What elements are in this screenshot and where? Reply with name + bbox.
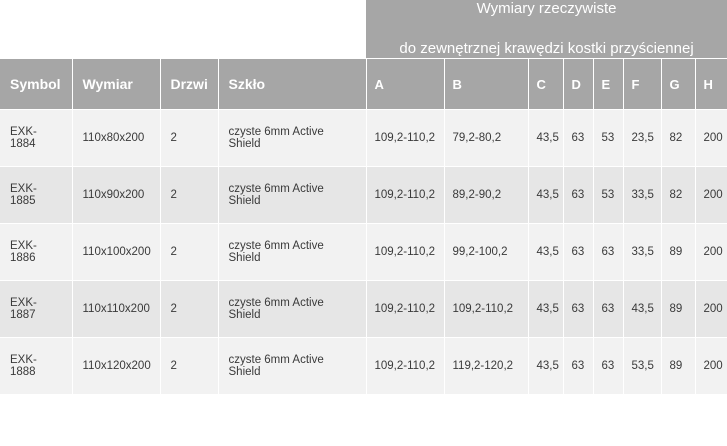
cell-a: 109,2-110,2 [366,338,444,395]
column-header-g: G [661,59,695,110]
cell-wymiar: 110x90x200 [72,167,160,224]
cell-wymiar: 110x110x200 [72,281,160,338]
cell-c: 43,5 [528,281,563,338]
column-header-wymiar: Wymiar [72,59,160,110]
cell-d: 63 [563,224,593,281]
table-row [0,224,727,281]
cell-g: 89 [661,281,695,338]
cell-f: 53,5 [623,338,661,395]
cell-drzwi: 2 [160,110,218,167]
cell-d: 63 [563,338,593,395]
cell-szklo: czyste 6mm Active Shield [218,281,366,338]
cell-symbol: EXK-1887 [0,281,72,338]
cell-b: 79,2-80,2 [444,110,528,167]
column-header-a: A [366,59,444,110]
cell-g: 82 [661,110,695,167]
cell-drzwi: 2 [160,167,218,224]
cell-wymiar: 110x100x200 [72,224,160,281]
cell-drzwi: 2 [160,224,218,281]
cell-symbol: EXK-1885 [0,167,72,224]
cell-a: 109,2-110,2 [366,167,444,224]
table-row [0,338,727,395]
banner-title [366,0,727,59]
cell-h: 200 [695,338,727,395]
cell-h: 200 [695,224,727,281]
cell-wymiar: 110x80x200 [72,110,160,167]
table-row [0,167,727,224]
cell-b: 109,2-110,2 [444,281,528,338]
header-row [0,59,727,110]
column-header-szklo: Szkło [218,59,366,110]
cell-a: 109,2-110,2 [366,110,444,167]
cell-d: 63 [563,167,593,224]
column-header-f: F [623,59,661,110]
banner-empty-area-2 [0,0,366,59]
cell-f: 33,5 [623,167,661,224]
cell-c: 43,5 [528,110,563,167]
cell-c: 43,5 [528,167,563,224]
cell-a: 109,2-110,2 [366,281,444,338]
column-header-symbol: Symbol [0,59,72,110]
column-header-drzwi: Drzwi [160,59,218,110]
cell-a: 109,2-110,2 [366,224,444,281]
cell-e: 63 [593,224,623,281]
cell-h: 200 [695,281,727,338]
cell-e: 53 [593,110,623,167]
cell-h: 200 [695,167,727,224]
table-row [0,281,727,338]
table-row [0,110,727,167]
cell-g: 82 [661,167,695,224]
cell-b: 119,2-120,2 [444,338,528,395]
cell-c: 43,5 [528,338,563,395]
cell-d: 63 [563,281,593,338]
cell-drzwi: 2 [160,281,218,338]
cell-szklo: czyste 6mm Active Shield [218,167,366,224]
column-header-h: H [695,59,727,110]
cell-f: 43,5 [623,281,661,338]
cell-szklo: czyste 6mm Active Shield [218,224,366,281]
cell-szklo: czyste 6mm Active Shield [218,110,366,167]
cell-b: 99,2-100,2 [444,224,528,281]
cell-e: 53 [593,167,623,224]
cell-g: 89 [661,338,695,395]
cell-symbol: EXK-1884 [0,110,72,167]
cell-f: 33,5 [623,224,661,281]
banner-line-1: Wymiary rzeczywiste [476,0,617,17]
cell-b: 89,2-90,2 [444,167,528,224]
column-header-b: B [444,59,528,110]
cell-drzwi: 2 [160,338,218,395]
cell-symbol: EXK-1888 [0,338,72,395]
cell-f: 23,5 [623,110,661,167]
column-header-d: D [563,59,593,110]
column-header-e: E [593,59,623,110]
banner-line-2: do zewnętrznej krawędzi kostki przyściennej [399,40,694,57]
cell-c: 43,5 [528,224,563,281]
cell-e: 63 [593,281,623,338]
cell-h: 200 [695,110,727,167]
cell-g: 89 [661,224,695,281]
cell-szklo: czyste 6mm Active Shield [218,338,366,395]
cell-wymiar: 110x120x200 [72,338,160,395]
column-header-c: C [528,59,563,110]
cell-d: 63 [563,110,593,167]
cell-symbol: EXK-1886 [0,224,72,281]
cell-e: 63 [593,338,623,395]
